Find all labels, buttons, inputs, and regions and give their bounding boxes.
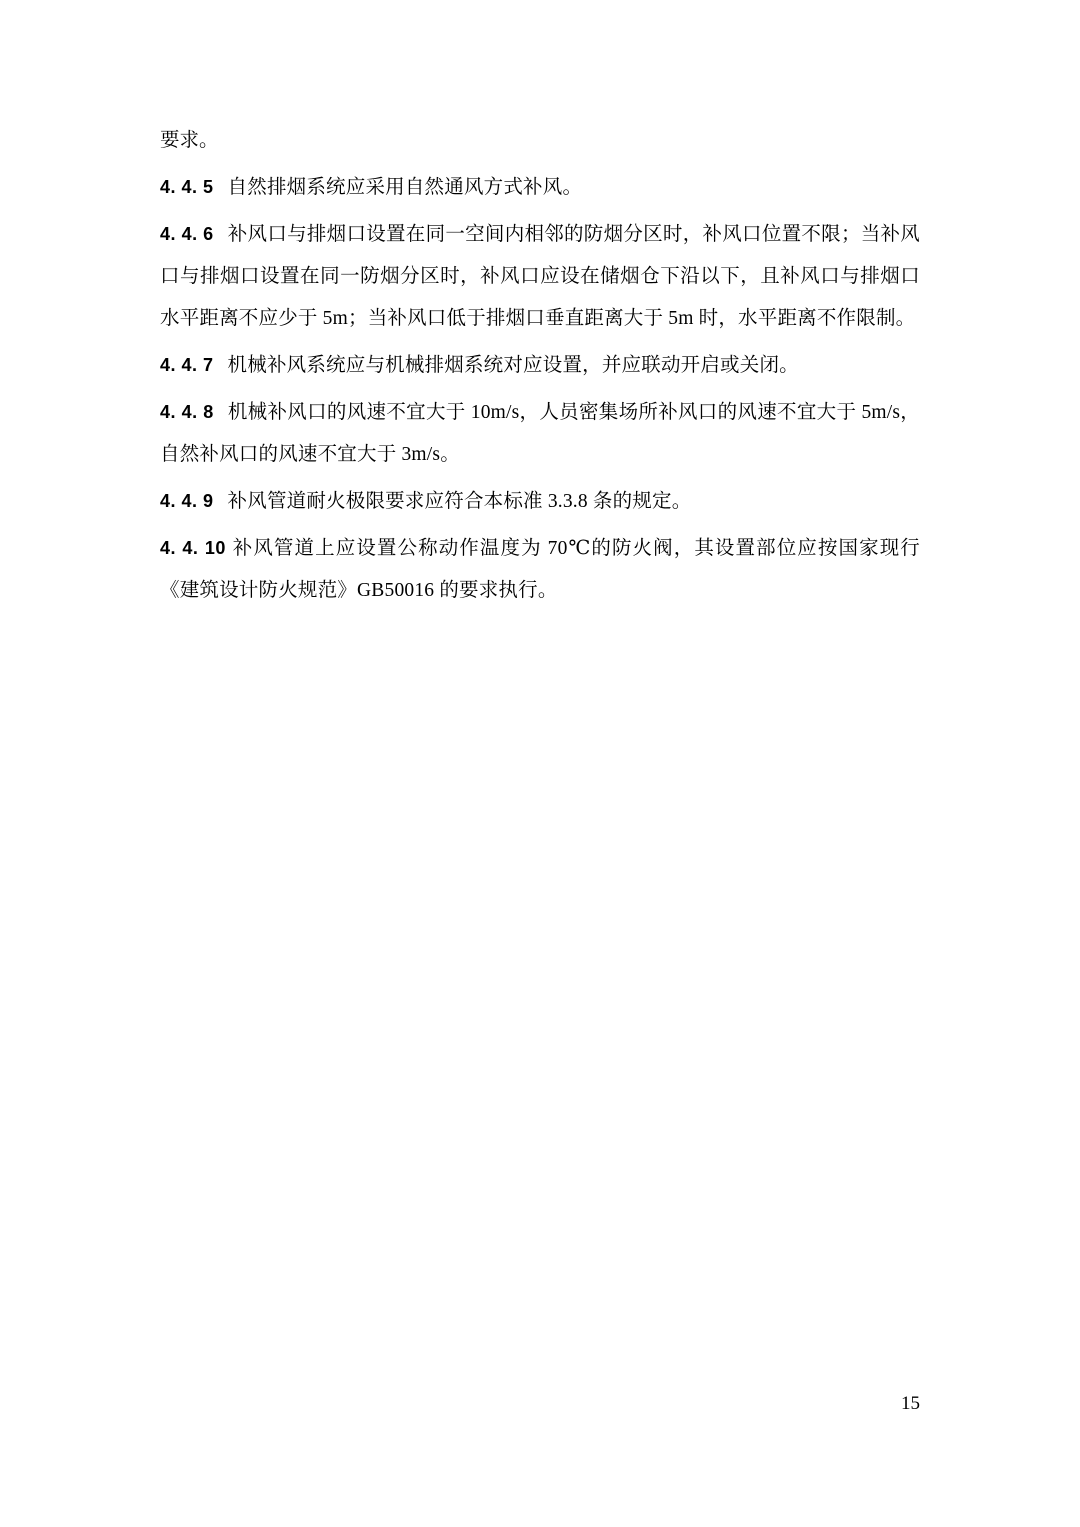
page-number: 15 xyxy=(901,1393,920,1414)
clause-number: 4. 4. 8 xyxy=(160,402,214,422)
clause-4-4-5 xyxy=(160,166,920,209)
clause-text: 补风管道上应设置公称动作温度为 70℃的防火阀，其设置部位应按国家现行《建筑设计防火规范》GB50016 的要求执行。 xyxy=(160,538,920,601)
clause-4-4-6 xyxy=(160,213,920,340)
clause-number: 4. 4. 9 xyxy=(160,491,214,511)
clause-text: 机械补风系统应与机械排烟系统对应设置，并应联动开启或关闭。 xyxy=(227,355,799,376)
page-content xyxy=(160,120,920,616)
clause-number: 4. 4. 7 xyxy=(160,355,214,375)
clause-4-4-10 xyxy=(160,527,920,612)
clause-number: 4. 4. 6 xyxy=(160,224,214,244)
clause-number: 4. 4. 5 xyxy=(160,177,214,197)
paragraph-continuation xyxy=(160,120,920,162)
clause-text: 自然排烟系统应采用自然通风方式补风。 xyxy=(227,177,583,198)
clause-number: 4. 4. 10 xyxy=(160,538,226,558)
paragraph-text: 要求。 xyxy=(160,130,219,151)
clause-text: 机械补风口的风速不宜大于 10m/s，人员密集场所补风口的风速不宜大于 5m/s，自然补风口的风速不宜大于 3m/s。 xyxy=(160,402,920,465)
clause-4-4-7 xyxy=(160,344,920,387)
clause-4-4-9 xyxy=(160,480,920,523)
clause-text: 补风口与排烟口设置在同一空间内相邻的防烟分区时，补风口位置不限；当补风口与排烟口设置在同一防烟分区时，补风口应设在储烟仓下沿以下，且补风口与排烟口水平距离不应少于 5m；当补风口低于排烟口垂直距离大于 5m 时，水平距离不作限制。 xyxy=(160,224,920,329)
clause-4-4-8 xyxy=(160,391,920,476)
clause-text: 补风管道耐火极限要求应符合本标准 3.3.8 条的规定。 xyxy=(227,491,692,512)
